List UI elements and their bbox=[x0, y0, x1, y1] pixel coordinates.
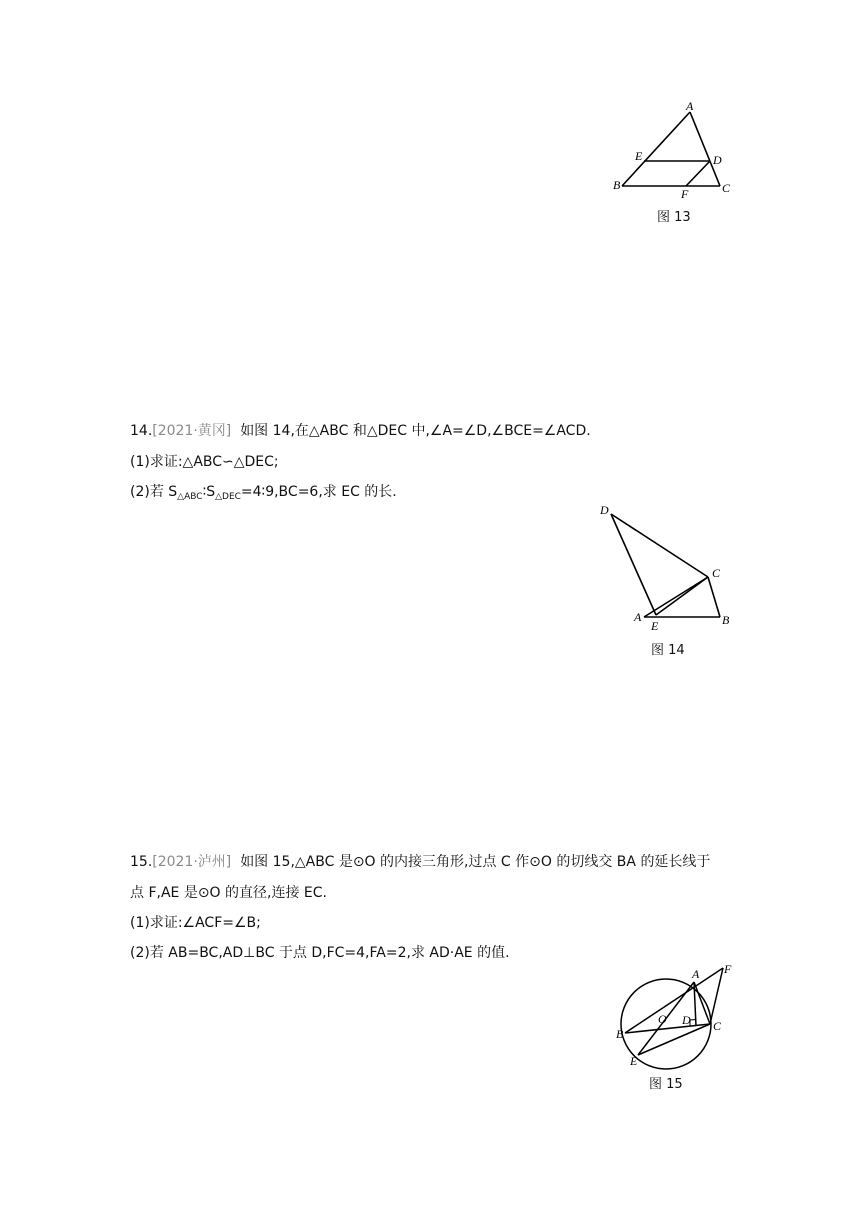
problem-14-part2-mid: ∶S bbox=[202, 484, 216, 500]
fig13-label-F: F bbox=[681, 187, 689, 201]
problem-15-number: 15. bbox=[130, 854, 153, 870]
fig15-label-C: C bbox=[713, 1019, 722, 1033]
problem-14-part1: (1)求证:△ABC∽△DEC; bbox=[130, 454, 279, 470]
fig15-label-O: O bbox=[658, 1012, 667, 1026]
figure-14-caption: 图 14 bbox=[651, 643, 685, 658]
figure-15 bbox=[610, 960, 740, 1070]
fig15-label-F: F bbox=[724, 962, 732, 976]
problem-15-part1: (1)求证:∠ACF=∠B; bbox=[130, 915, 261, 931]
problem-14-number: 14. bbox=[130, 423, 153, 439]
problem-14-part2-sub2: △DEC bbox=[215, 492, 241, 502]
problem-14-stem-text: 如图 14,在△ABC 和△DEC 中,∠A=∠D,∠BCE=∠ACD. bbox=[240, 423, 591, 439]
fig15-label-D: D bbox=[682, 1013, 691, 1027]
fig14-label-E: E bbox=[651, 619, 659, 633]
figure-14-diagram bbox=[596, 500, 746, 635]
fig14-label-B: B bbox=[722, 613, 730, 627]
figure-13 bbox=[600, 98, 740, 203]
problem-15-stem-text-1: 如图 15,△ABC 是⊙O 的内接三角形,过点 C 作⊙O 的切线交 BA 的延长线于 bbox=[240, 854, 711, 870]
problem-15-stem-line2: 点 F,AE 是⊙O 的直径,连接 EC. bbox=[130, 885, 327, 901]
fig15-label-B: B bbox=[616, 1027, 624, 1041]
figure-14 bbox=[596, 500, 746, 635]
fig13-label-B: B bbox=[613, 178, 621, 192]
fig13-label-E: E bbox=[635, 149, 643, 163]
problem-15-source: [2021·泸州] bbox=[152, 854, 232, 870]
fig14-label-A: A bbox=[634, 610, 642, 624]
problem-14-part2-prefix: (2)若 S bbox=[130, 484, 178, 500]
fig15-label-E: E bbox=[630, 1054, 638, 1068]
problem-14-stem bbox=[130, 420, 591, 440]
problem-14-part2-suffix: =4∶9,BC=6,求 EC 的长. bbox=[240, 484, 397, 500]
problem-14-source: [2021·黄冈] bbox=[152, 423, 232, 439]
figure-15-caption: 图 15 bbox=[649, 1077, 683, 1092]
problem-14-part2-sub1: △ABC bbox=[177, 492, 203, 502]
problem-14-part2 bbox=[130, 481, 397, 502]
fig13-label-D: D bbox=[713, 153, 722, 167]
fig15-label-A: A bbox=[692, 967, 700, 981]
problem-15-stem-line1 bbox=[130, 851, 710, 871]
figure-15-diagram bbox=[610, 960, 740, 1070]
figure-13-diagram bbox=[600, 98, 740, 203]
fig13-label-A: A bbox=[686, 99, 694, 113]
fig14-label-D: D bbox=[600, 503, 609, 517]
fig13-label-C: C bbox=[722, 181, 731, 195]
problem-15-part2: (2)若 AB=BC,AD⊥BC 于点 D,FC=4,FA=2,求 AD·AE 的值. bbox=[130, 945, 510, 961]
fig14-label-C: C bbox=[712, 566, 721, 580]
figure-13-caption: 图 13 bbox=[657, 210, 691, 225]
